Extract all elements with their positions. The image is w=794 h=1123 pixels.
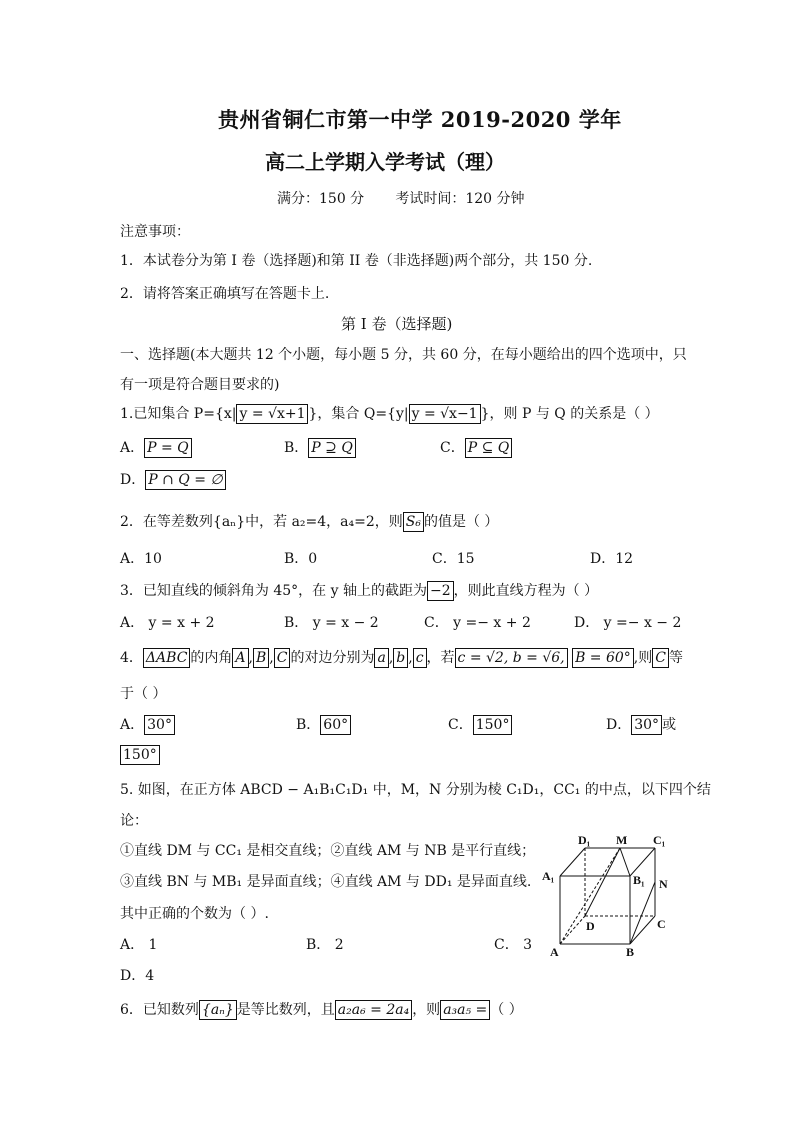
q4-option-d-cont: 150°: [120, 745, 160, 765]
label-a1: A₁: [542, 869, 555, 883]
question-5-line2: 论：: [120, 813, 148, 829]
note-2: 2．请将答案正确填写在答题卡上.: [120, 286, 330, 302]
q1-boxed-expr-q: y = √x−1: [409, 404, 481, 424]
segment-b-n: [630, 882, 655, 944]
q2-boxed-s6: S₆: [403, 512, 424, 532]
question-6: 6．已知数列 {aₙ} 是等比数列，且 a₂a₆ = 2a₄ ，则 a₃a₅ = （ ）: [120, 1002, 523, 1018]
q2-option-d: D．12: [590, 551, 634, 567]
edge-a1-d1: [560, 848, 585, 876]
q1-boxed-expr-p: y = √x+1: [236, 404, 308, 424]
q1-text-a: 1.已知集合 P={x|: [120, 406, 237, 422]
exam-title: 贵州省铜仁市第一中学 2019-2020 学年: [218, 107, 622, 132]
question-4: 4． ΔABC 的内角 A , B , C 的对边分别为 a , b , c ，若 c = √2, b = √6, B = 60° ,则 C 等: [120, 650, 683, 666]
q1-text-e: }，则 P 与 Q 的关系是（ ）: [480, 406, 659, 422]
section-title: 第 I 卷（选择题): [341, 315, 453, 333]
q1-option-c: C． P ⊆ Q: [440, 437, 512, 458]
edge-b1-c1: [630, 848, 655, 876]
q5-option-d: D．4: [120, 968, 155, 984]
q4-line-2: 于（ ）: [120, 686, 167, 702]
q3-option-d: D． y =− x − 2: [574, 615, 682, 631]
section-intro-line1: 一、选择题(本大题共 12 个小题，每小题 5 分，共 60 分，在每小题给出的四个选项中，只: [120, 347, 687, 363]
q3-boxed-intercept: −2: [427, 581, 454, 601]
q3-option-c: C． y =− x + 2: [424, 615, 531, 631]
q1-text-c: }，集合 Q={y|: [308, 406, 409, 422]
q2-option-c: C．15: [432, 551, 475, 567]
q2-option-b: B．0: [284, 551, 318, 567]
edge-b-c: [630, 916, 655, 944]
q4-option-b: B． 60°: [296, 714, 351, 735]
label-m: M: [616, 833, 628, 847]
edge-a-d: [560, 916, 585, 944]
q1-option-a: A． P = Q: [120, 437, 192, 458]
segment-m-b1: [620, 848, 630, 876]
label-b1: B₁: [633, 873, 645, 887]
question-5-prompt: 其中正确的个数为（ ）.: [120, 906, 269, 922]
question-5-statement-3-4: ③直线 BN 与 MB₁ 是异面直线；④直线 AM 与 DD₁ 是异面直线.: [120, 874, 532, 890]
q6-box-condition: a₂a₆ = 2a₄: [335, 1000, 412, 1020]
label-d1: D₁: [578, 833, 591, 847]
cube-figure: [540, 830, 680, 965]
q6-box-target: a₃a₅ =: [440, 1000, 490, 1020]
q4-box-triangle: ΔABC: [143, 648, 190, 668]
note-1: 1．本试卷分为第 I 卷（选择题)和第 II 卷（非选择题)两个部分，共 150 分.: [120, 253, 593, 269]
label-a: A: [550, 945, 559, 959]
label-n: N: [659, 877, 668, 891]
q1-option-d: D． P ∩ Q = ∅: [120, 469, 226, 490]
q5-option-b: B． 2: [306, 937, 344, 953]
q5-option-c: C． 3: [494, 937, 533, 953]
question-2: 2．在等差数列{aₙ}中，若 a₂=4，a₄=2，则 S₆ 的值是（ ）: [120, 514, 499, 530]
notes-heading: 注意事项：: [120, 224, 190, 240]
q2-option-a: A．10: [120, 551, 162, 567]
section-intro-line2: 有一项是符合题目要求的): [120, 377, 280, 393]
q4-option-c: C． 150°: [448, 714, 512, 735]
question-5-line1: 5. 如图，在正方体 ABCD − A₁B₁C₁D₁ 中，M，N 分别为棱 C₁D₁，CC₁ 的中点，以下四个结: [120, 782, 711, 798]
q4-box-condition-1: c = √2, b = √6,: [455, 648, 568, 668]
label-b: B: [626, 945, 635, 959]
question-1: [120, 403, 659, 424]
question-5-statement-1-2: ①直线 DM 与 CC₁ 是相交直线；②直线 AM 与 NB 是平行直线；: [120, 843, 536, 859]
q3-option-a: A． y = x + 2: [120, 615, 215, 631]
label-c: C: [657, 917, 666, 931]
segment-d-m: [585, 848, 620, 916]
q3-option-b: B． y = x − 2: [284, 615, 379, 631]
q1-option-b: B． P ⊇ Q: [284, 437, 356, 458]
q4-option-a: A． 30°: [120, 714, 175, 735]
label-d: D: [586, 919, 595, 933]
score-time-line: 满分：150 分 考试时间：120 分钟: [277, 191, 525, 207]
q5-option-a: A． 1: [120, 937, 158, 953]
label-c1: C₁: [653, 833, 666, 847]
exam-subtitle: 高二上学期入学考试（理）: [265, 150, 505, 174]
q6-box-sequence: {aₙ}: [199, 1000, 237, 1020]
q4-option-d: D． 30° 或: [606, 717, 677, 733]
question-3: 3．已知直线的倾斜角为 45°，在 y 轴上的截距为 −2 ，则此直线方程为（ ）: [120, 583, 599, 599]
q4-box-condition-2: B = 60°: [572, 648, 634, 668]
